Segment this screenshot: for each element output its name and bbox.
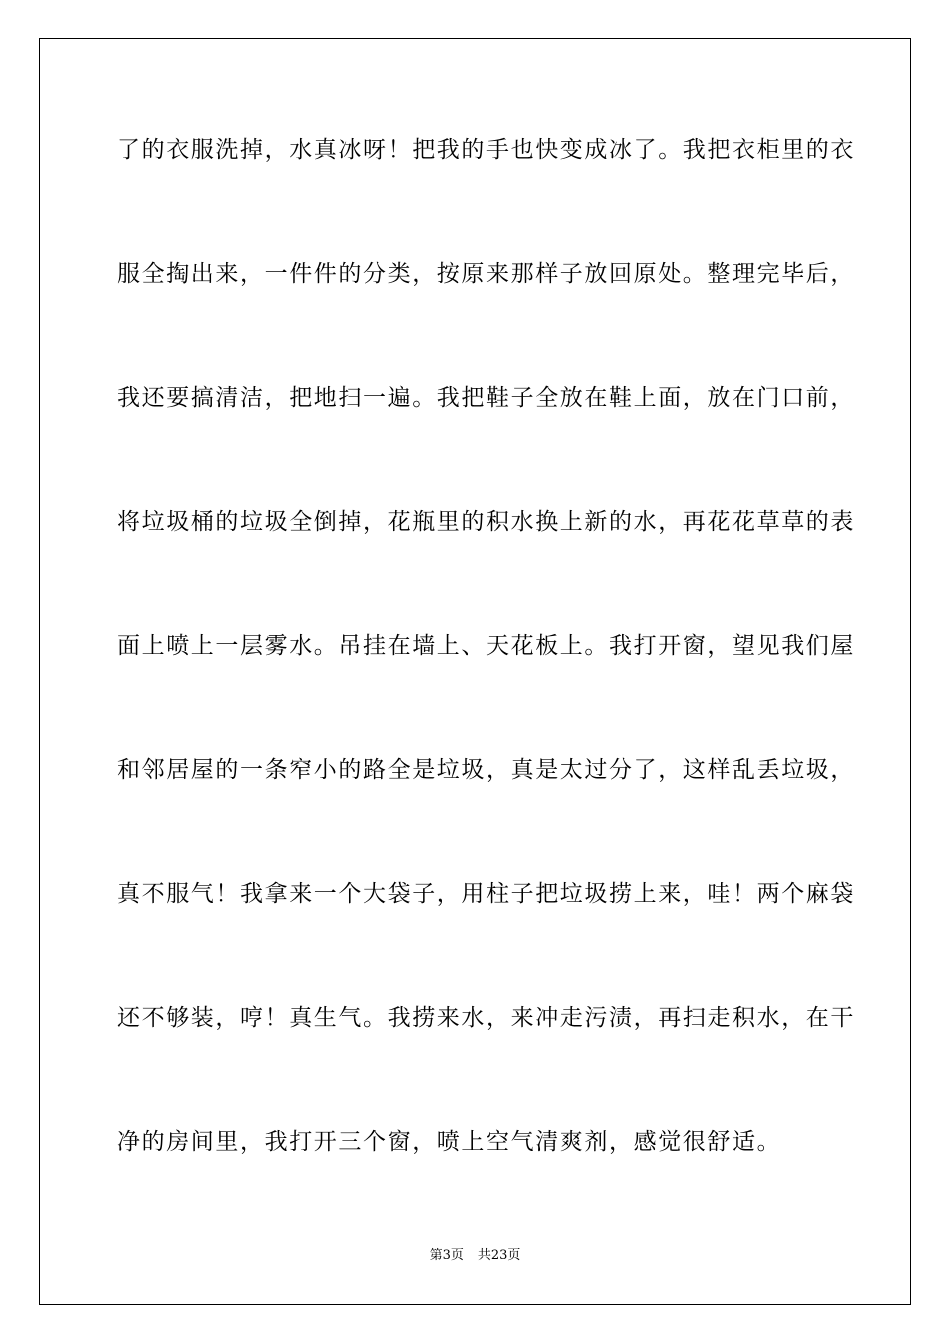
total-pages: 共23页: [477, 1248, 521, 1263]
text-line: 和邻居屋的一条窄小的路全是垃圾，真是太过分了，这样乱丢垃圾，: [117, 757, 855, 783]
text-line: 我还要搞清洁，把地扫一遍。我把鞋子全放在鞋上面，放在门口前，: [117, 385, 855, 411]
text-line: 还不够装，哼！真生气。我捞来水，来冲走污渍，再扫走积水，在干: [117, 1005, 855, 1031]
page-number: 第3页: [429, 1248, 464, 1263]
text-line: 净的房间里，我打开三个窗，喷上空气清爽剂，感觉很舒适。: [117, 1129, 782, 1155]
text-line: 面上喷上一层雾水。吊挂在墙上、天花板上。我打开窗，望见我们屋: [117, 633, 855, 659]
text-line: 了的衣服洗掉，水真冰呀！把我的手也快变成冰了。我把衣柜里的衣: [117, 137, 855, 163]
text-line: 服全掏出来，一件件的分类，按原来那样子放回原处。整理完毕后，: [117, 261, 855, 287]
page-footer: [0, 1247, 950, 1265]
text-line: 将垃圾桶的垃圾全倒掉，花瓶里的积水换上新的水，再花花草草的表: [117, 509, 855, 535]
text-line: 真不服气！我拿来一个大袋子，用柱子把垃圾捞上来，哇！两个麻袋: [117, 881, 855, 907]
document-body: [117, 126, 855, 1242]
